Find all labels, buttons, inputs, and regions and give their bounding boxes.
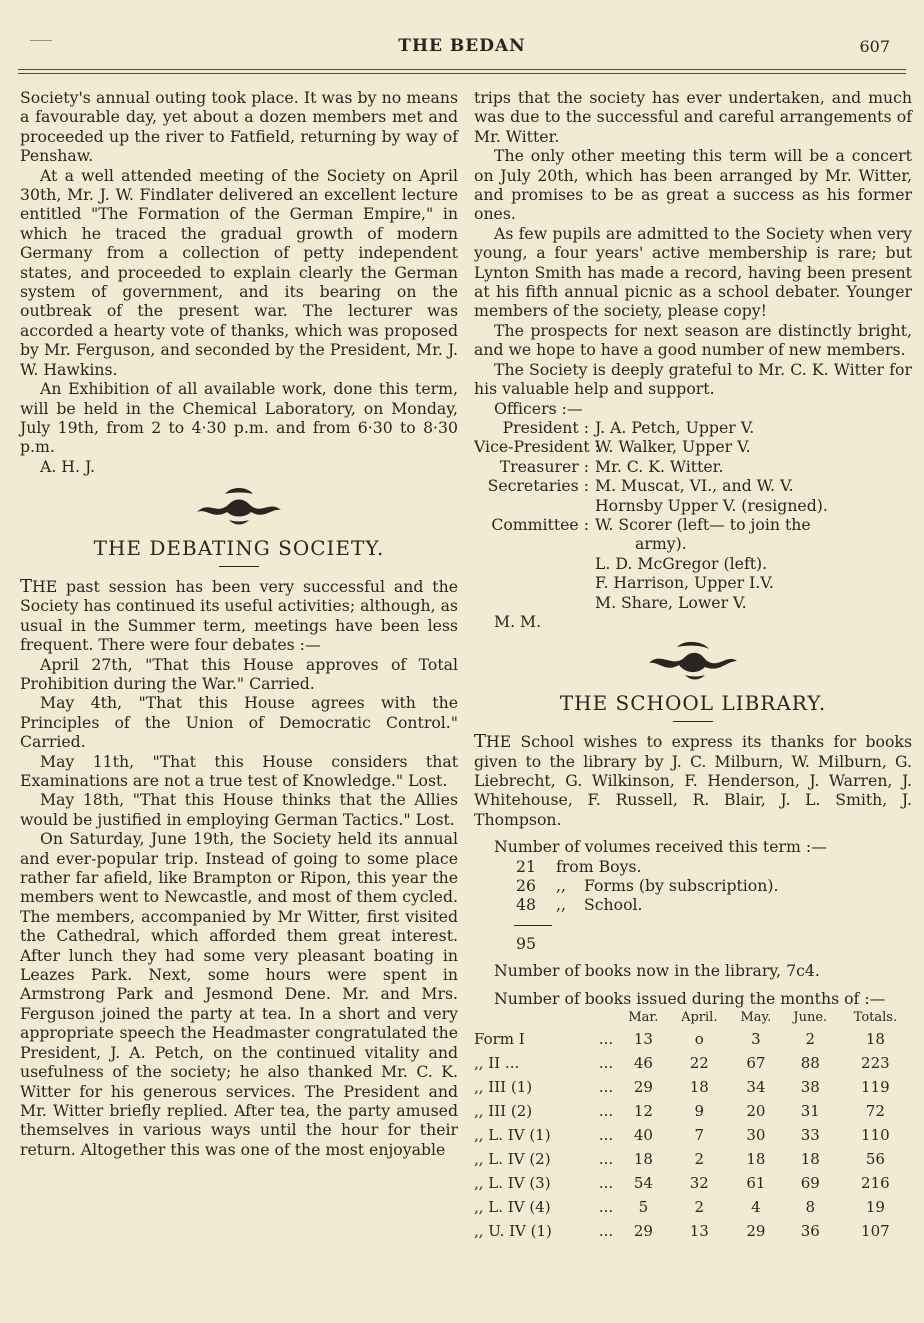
debating-intro-text: HE past session has been very successful and the Society has continued its useful activities; although, as usual in the Summer term, meetings have been less frequent. There were four debates :— (20, 576, 458, 655)
count-cell: 67 (746, 1054, 766, 1073)
count-cell: 8 (805, 1198, 816, 1217)
count-cell: 5 (638, 1198, 649, 1217)
officer-row (474, 437, 912, 456)
officer-row (474, 515, 912, 612)
col-header: May. (740, 1010, 772, 1026)
count-cell: 56 (865, 1150, 885, 1169)
library-intro (474, 732, 912, 829)
officer-name: L. D. McGregor (left). (595, 553, 768, 573)
leader-cell: ... (598, 1054, 614, 1073)
count-cell: 54 (633, 1174, 653, 1193)
officer-role: Secretaries : (487, 476, 589, 496)
officer-name: M. Muscat, VI., and W. V. (595, 476, 794, 496)
ornament-icon (20, 482, 458, 532)
count-cell: 29 (746, 1222, 766, 1241)
volume-count: 21 (516, 856, 536, 876)
form-cell: ,, L. IV (3) (474, 1174, 551, 1193)
officer-name: Mr. C. K. Witter. (595, 456, 724, 476)
count-cell: 40 (633, 1126, 653, 1145)
count-cell: 22 (689, 1054, 709, 1073)
count-cell: 34 (746, 1078, 766, 1097)
volume-row (516, 876, 912, 895)
volumes-total: 95 (516, 933, 536, 953)
leader-cell: ... (598, 1198, 614, 1217)
count-cell: 31 (800, 1102, 820, 1121)
count-cell: 119 (861, 1078, 890, 1097)
count-cell: 18 (800, 1150, 820, 1169)
count-cell: 69 (800, 1174, 820, 1193)
grateful-paragraph: The Society is deeply grateful to Mr. C. K. Witter for his valuable help and support. (474, 359, 912, 399)
volume-source: from Boys. (556, 856, 642, 876)
leader-cell: ... (598, 1102, 614, 1121)
table-row (474, 1220, 912, 1244)
form-cell: ,, L. IV (4) (474, 1198, 551, 1217)
count-cell: 36 (800, 1222, 820, 1241)
volume-source: Forms (by subscription). (584, 876, 779, 896)
ditto-mark: ,, (556, 895, 566, 915)
officer-role: Treasurer : (499, 456, 589, 476)
table-row (474, 1124, 912, 1148)
books-issued-table (474, 1008, 912, 1244)
lecture-paragraph: At a well attended meeting of the Society on April 30th, Mr. J. W. Findlater delivered an excellent lecture entitled "The Formation of the German Empire," in which he traced the gradual growth of modern Germany from a collection of petty independent states, and proceeded to explain clearly the German system of government, and its bearing on the outbreak of the present war. The lecturer was accorded a hearty vote of thanks, which was proposed by Mr. Ferguson, and seconded by the President, Mr. J. W. Hawkins. (20, 165, 458, 379)
officer-name: F. Harrison, Upper I.V. (595, 573, 774, 593)
leader-cell: ... (598, 1150, 614, 1169)
table-row (474, 1172, 912, 1196)
count-cell: 72 (865, 1102, 885, 1121)
debating-intro (20, 577, 458, 655)
officer-name: army). (635, 534, 687, 554)
concert-paragraph: The only other meeting this term will be a concert on July 20th, which has been arranged by Mr. Witter, and promises to be as great a success as his former ones. (474, 146, 912, 224)
col-header: Totals. (853, 1010, 898, 1026)
form-cell: Form I (474, 1030, 525, 1049)
table-row (474, 1196, 912, 1220)
count-cell: 12 (633, 1102, 653, 1121)
table-row (474, 1028, 912, 1052)
officer-name: W. Walker, Upper V. (595, 437, 751, 457)
count-cell: 38 (800, 1078, 820, 1097)
debate-item: May 18th, "That this House thinks that the Allies would be justified in employing German Tactics." Lost. (20, 790, 458, 829)
volume-count: 48 (516, 895, 536, 915)
count-cell: 61 (746, 1174, 766, 1193)
volume-row (516, 857, 912, 876)
count-cell: 18 (865, 1030, 885, 1049)
running-title: THE BEDAN (398, 36, 526, 56)
count-cell: 3 (751, 1030, 761, 1049)
ornament-icon (474, 637, 912, 687)
count-cell: 46 (633, 1054, 653, 1073)
count-cell: 110 (861, 1126, 890, 1145)
right-column (474, 88, 912, 1244)
prospects-paragraph: The prospects for next season are distinctly bright, and we hope to have a good number of new members. (474, 320, 912, 360)
count-cell: 19 (865, 1198, 885, 1217)
officers-label: Officers :— (494, 398, 583, 418)
count-cell: 4 (751, 1198, 761, 1217)
issued-label: Number of books issued during the months of :— (494, 988, 886, 1008)
library-heading: THE SCHOOL LIBRARY. (559, 690, 827, 715)
signature: A. H. J. (40, 456, 96, 476)
signature: M. M. (494, 611, 542, 631)
volume-count: 26 (516, 876, 536, 896)
count-cell: 18 (746, 1150, 766, 1169)
officer-row (474, 476, 912, 515)
col-header: June. (793, 1010, 828, 1026)
leader-cell: ... (598, 1222, 614, 1241)
count-cell: 2 (694, 1150, 705, 1169)
count-cell: 18 (633, 1150, 653, 1169)
volume-source: School. (584, 895, 643, 915)
count-cell: 223 (861, 1054, 890, 1073)
left-column (20, 88, 458, 1159)
volumes-label: Number of volumes received this term :— (494, 837, 827, 857)
count-cell: 30 (746, 1126, 766, 1145)
leader-cell: ... (598, 1126, 614, 1145)
outing-paragraph: Society's annual outing took place. It was by no means a favourable day, yet about a dozen members met and proceeded up the river to Fatfield, returning by way of Penshaw. (20, 88, 458, 166)
officer-row (474, 418, 912, 437)
table-row (474, 1100, 912, 1124)
form-cell: ,, III (2) (474, 1102, 533, 1121)
table-header-row (474, 1008, 912, 1028)
exhibition-paragraph: An Exhibition of all available work, done this term, will be held in the Chemical Laboratory, on Monday, July 19th, from 2 to 4·30 p.m. and from 6·30 to 8·30 p.m. (20, 379, 458, 457)
form-cell: ,, L. IV (1) (474, 1126, 551, 1145)
col-header: Mar. (628, 1010, 659, 1026)
drop-cap: T (474, 731, 487, 753)
count-cell: 2 (805, 1030, 816, 1049)
count-cell: 13 (689, 1222, 709, 1241)
count-cell: 216 (861, 1174, 890, 1193)
officers-list (474, 418, 912, 612)
officer-role: Vice-President : (474, 437, 600, 457)
officer-name: Hornsby Upper V. (resigned). (595, 495, 828, 515)
heading-rule (219, 566, 259, 567)
officer-role: President : (502, 417, 589, 437)
count-cell: 107 (861, 1222, 890, 1241)
leader-cell: ... (598, 1174, 614, 1193)
ditto-mark: ,, (556, 876, 566, 896)
library-intro-text: HE School wishes to express its thanks for books given to the library by J. C. Milburn, W. Milburn, G. Liebrecht, G. Wilkinson, F. Henderson, J. Warren, J. Whitehouse, F. Russell, R. Blair, J. L. Smith, J. Thompson. (474, 732, 912, 829)
count-cell: 13 (633, 1030, 653, 1049)
trip-paragraph: On Saturday, June 19th, the Society held its annual and ever-popular trip. Instead of going to some place rather far afield, like Brampton or Ripon, this year the members went to Newcastle, and most of them cycled. The members, accompanied by Mr Witter, first visited the Cathedral, which afforded them great interest. After lunch they had some very pleasant boating in Leazes Park. Next, some hours were spent in Armstrong Park and Jesmond Dene. Mr. and Mrs. Ferguson joined the party at tea. In a short and very appropriate speech the Headmaster congratulated the President, J. A. Petch, on the continued vitality and usefulness of the society; he also thanked Mr. C. K. Witter for his generous services. The President and Mr. Witter briefly replied. After tea, the party amused themselves in various ways until the hour for their return. Altogether this was one of the most enjoyable (20, 829, 458, 1159)
count-cell: 2 (694, 1198, 705, 1217)
books-now: Number of books now in the library, 7c4. (494, 961, 820, 981)
count-cell: 29 (633, 1078, 653, 1097)
count-cell: 7 (694, 1126, 705, 1145)
drop-cap: T (20, 575, 33, 597)
trips-paragraph: trips that the society has ever undertaken, and much was due to the successful and careful arrangements of Mr. Witter. (474, 88, 912, 146)
count-cell: 20 (746, 1102, 766, 1121)
debate-item: May 11th, "That this House considers that Examinations are not a true test of Knowledge." Lost. (20, 751, 458, 790)
officer-role: Committee : (491, 514, 589, 534)
pupils-paragraph: As few pupils are admitted to the Society when very young, a four years' active membership is rare; but Lynton Smith has made a record, having been present at his fifth annual picnic as a school debater. Younger members of the society, please copy! (474, 223, 912, 321)
table-row (474, 1052, 912, 1076)
officer-name: W. Scorer (left— to join the (595, 514, 811, 534)
header-rule-2 (18, 73, 906, 74)
form-cell: ,, U. IV (1) (474, 1222, 552, 1241)
debate-item: April 27th, "That this House approves of Total Prohibition during the War." Carried. (20, 654, 458, 693)
header-rule (18, 69, 906, 70)
table-row (474, 1148, 912, 1172)
form-cell: ,, L. IV (2) (474, 1150, 551, 1169)
col-header (594, 1008, 618, 1028)
officer-name: J. A. Petch, Upper V. (595, 417, 755, 437)
table-row (474, 1076, 912, 1100)
count-cell: 18 (689, 1078, 709, 1097)
col-header (474, 1008, 594, 1028)
count-cell: 9 (694, 1102, 705, 1121)
sum-rule (514, 925, 552, 926)
count-cell: 32 (689, 1174, 709, 1193)
officer-name: M. Share, Lower V. (595, 592, 747, 612)
heading-rule (673, 721, 713, 722)
count-cell: o (694, 1030, 704, 1049)
debating-heading: THE DEBATING SOCIETY. (93, 535, 385, 560)
leader-cell: ... (598, 1030, 614, 1049)
col-header: April. (681, 1010, 718, 1026)
volume-row (516, 895, 912, 914)
form-cell: ,, II ... (474, 1054, 520, 1073)
page-number: 607 (859, 37, 890, 56)
count-cell: 29 (633, 1222, 653, 1241)
count-cell: 33 (800, 1126, 820, 1145)
leader-cell: ... (598, 1078, 614, 1097)
debate-item: May 4th, "That this House agrees with the Principles of the Union of Democratic Control." Carried. (20, 693, 458, 752)
officer-row (474, 457, 912, 476)
form-cell: ,, III (1) (474, 1078, 533, 1097)
count-cell: 88 (800, 1054, 820, 1073)
